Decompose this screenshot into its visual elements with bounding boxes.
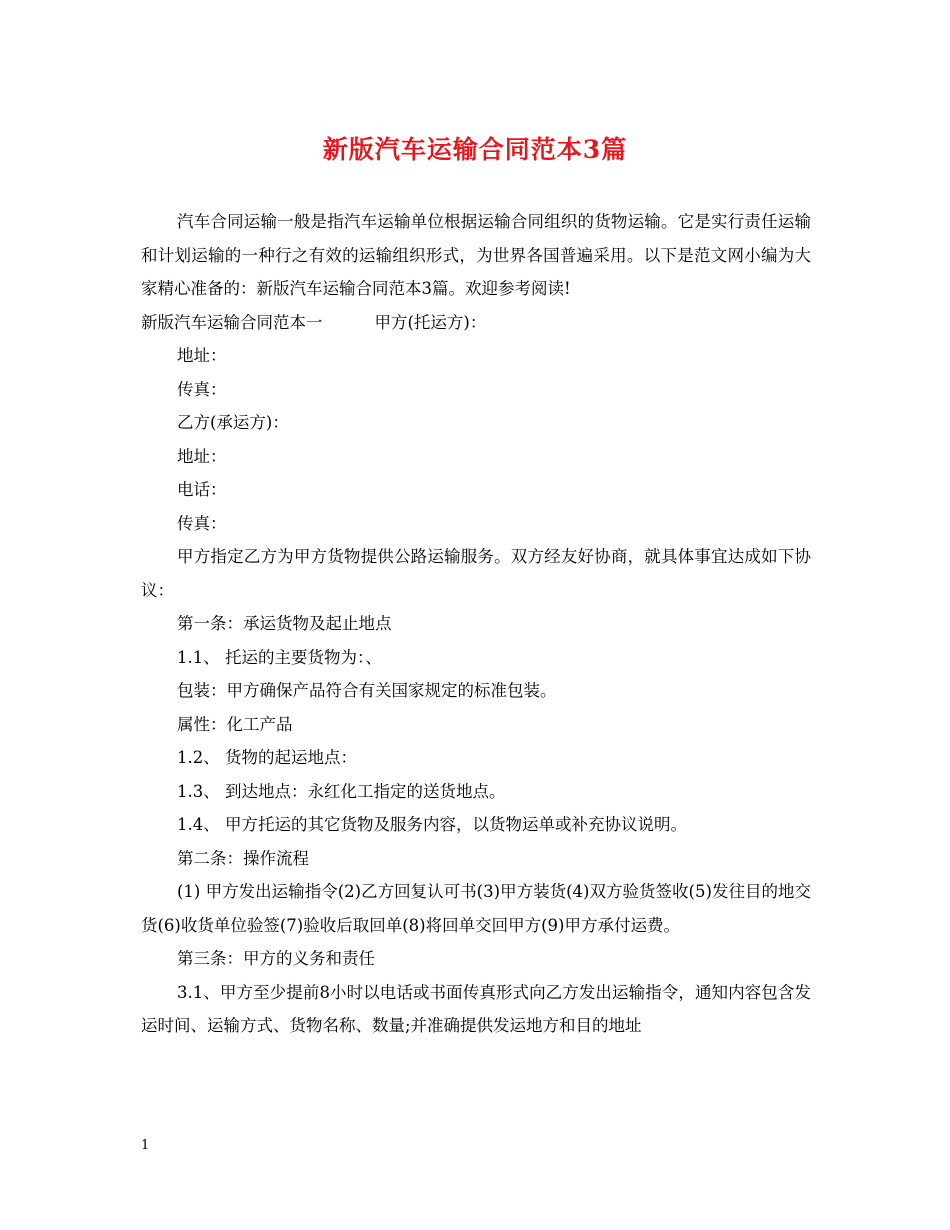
article-2-title: 第二条：操作流程: [177, 848, 309, 868]
party-b-label: 乙方(承运方)：: [177, 413, 289, 432]
item-1-2: 1.2、 货物的起运地点：: [177, 748, 357, 767]
contract-heading-line: [141, 306, 811, 340]
item-1-3: 1.3、 到达地点：永红化工指定的送货地点。: [177, 781, 506, 801]
party-b-phone: 电话：: [177, 480, 227, 499]
process-paragraph: (1) 甲方发出运输指令(2)乙方回复认可书(3)甲方装货(4)双方验货签收(5)发往目的地交货(6)收货单位验签(7)验收后取回单(8)将回单交回甲方(9)甲方承付运费。: [141, 882, 811, 935]
party-a-fax: 传真：: [177, 379, 227, 399]
party-a-label: 甲方(托运方)：: [374, 312, 487, 332]
intro-paragraph: 汽车合同运输一般是指汽车运输单位根据运输合同组织的货物运输。它是实行责任运输和计划运输的一种行之有效的运输组织形式，为世界各国普遍采用。以下是范文网小编为大家精心准备的：新版汽车运输合同范本3篇。欢迎参考阅读!: [141, 212, 811, 298]
agreement-paragraph: 甲方指定乙方为甲方货物提供公路运输服务。双方经友好协商，就具体事宜达成如下协议：: [141, 547, 811, 600]
party-b-fax: 传真：: [177, 513, 227, 533]
document-title: 新版汽车运输合同范本3篇: [322, 135, 628, 164]
page-number: 1: [141, 1138, 150, 1153]
party-a-address: 地址：: [177, 346, 227, 365]
item-1-1: 1.1、 托运的主要货物为：、: [177, 647, 382, 667]
document-body: [141, 205, 811, 1043]
item-1-4: 1.4、 甲方托运的其它货物及服务内容，以货物运单或补充协议说明。: [177, 815, 687, 834]
article-1-title: 第一条：承运货物及起止地点: [177, 614, 392, 633]
party-b-address: 地址：: [177, 446, 227, 466]
article-3-title: 第三条：甲方的义务和责任: [177, 949, 375, 968]
property-line: 属性：化工产品: [177, 714, 293, 734]
contract-heading: 新版汽车运输合同范本一: [141, 312, 323, 332]
item-3-1: 3.1、甲方至少提前8小时以电话或书面传真形式向乙方发出运输指令，通知内容包含发运时间、运输方式、货物名称、数量;并准确提供发运地方和目的地址: [141, 982, 811, 1035]
packaging-line: 包装：甲方确保产品符合有关国家规定的标准包装。: [177, 681, 557, 700]
